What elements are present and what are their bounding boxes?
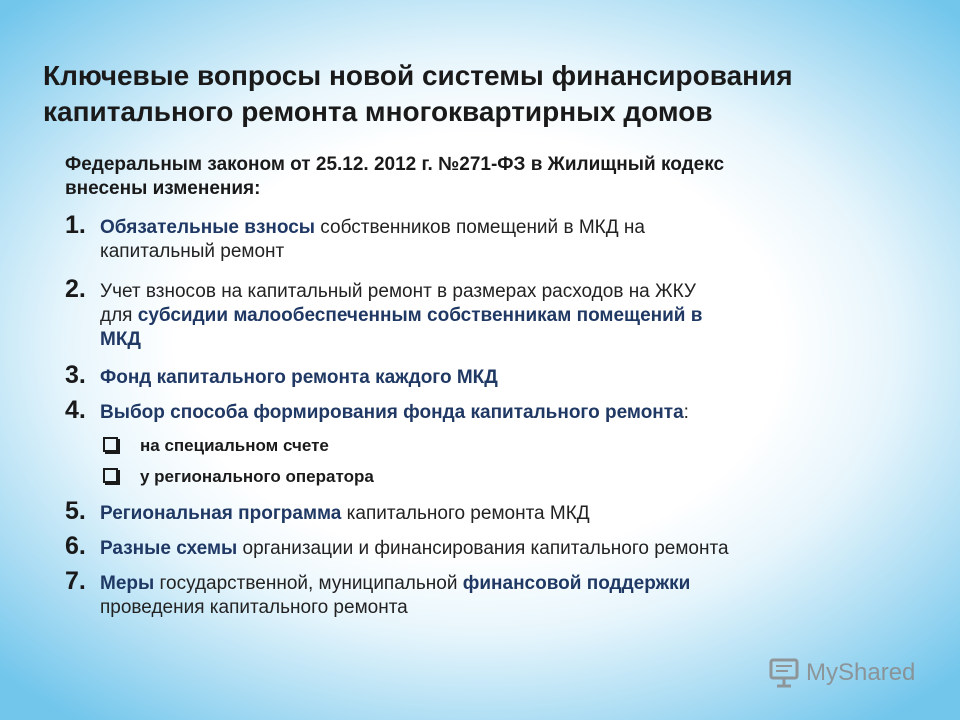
item-7-text: государственной, муниципальной: [154, 573, 463, 594]
item-2-bold-line-3: МКД: [100, 329, 141, 350]
item-2-bold: субсидии малообеспеченным собственникам помещений в: [137, 305, 703, 326]
list-number: 3.: [65, 361, 86, 389]
checkbox-square-icon: [103, 468, 118, 483]
item-1-text-line-2: капитальный ремонт: [100, 241, 285, 262]
intro-line-1: Федеральным законом от 25.12. 2012 г. №271-ФЗ в Жилищный кодекс: [65, 154, 725, 175]
list-number: 4.: [65, 396, 86, 424]
sub-item-2: [103, 466, 374, 488]
sub-item-2-text: у регионального оператора: [140, 467, 374, 486]
item-3-bold: Фонд капитального ремонта каждого МКД: [100, 367, 498, 388]
list-number: 5.: [65, 497, 86, 525]
list-item-1: [65, 211, 885, 264]
sub-item-1-text: на специальном счете: [140, 436, 329, 455]
sub-item-1: [103, 435, 329, 457]
item-4-bold: Выбор способа формирования фонда капитального ремонта: [100, 402, 684, 423]
list-number: 7.: [65, 567, 86, 595]
intro-text: [65, 153, 915, 201]
slide-title-line-2: капитального ремонта многоквартирных домов: [43, 96, 713, 127]
list-number: 6.: [65, 532, 86, 560]
item-7-text-line-2: проведения капитального ремонта: [100, 597, 408, 618]
checkbox-square-icon: [103, 437, 118, 452]
list-number: 1.: [65, 211, 86, 239]
item-1-text: собственников помещений в МКД на: [315, 217, 645, 238]
list-item-4: [65, 396, 885, 425]
slide-title: [43, 58, 943, 130]
list-item-6: [65, 532, 885, 561]
list-number: 2.: [65, 275, 86, 303]
item-6-text: организации и финансирования капитального ремонта: [237, 538, 729, 559]
list-item-7: [65, 567, 885, 620]
item-2-prefix: для: [100, 305, 138, 326]
item-4-text: :: [683, 402, 689, 423]
list-item-2: [65, 275, 885, 352]
watermark-logo: [768, 656, 915, 690]
list-item-3: [65, 361, 885, 390]
intro-line-2: внесены изменения:: [65, 178, 261, 199]
presentation-board-icon: [768, 658, 800, 688]
watermark-text: MyShared: [806, 659, 916, 686]
item-2-text: Учет взносов на капитальный ремонт в размерах расходов на ЖКУ: [100, 281, 696, 302]
item-6-bold: Разные схемы: [100, 538, 238, 559]
item-5-text: капитального ремонта МКД: [341, 503, 590, 524]
item-5-bold: Региональная программа: [100, 503, 342, 524]
list-item-5: [65, 497, 885, 526]
item-1-bold: Обязательные взносы: [100, 217, 316, 238]
slide-title-line-1: Ключевые вопросы новой системы финансирования: [43, 60, 793, 91]
item-7-bold: Меры: [100, 573, 155, 594]
item-7-bold-2: финансовой поддержки: [462, 573, 691, 594]
